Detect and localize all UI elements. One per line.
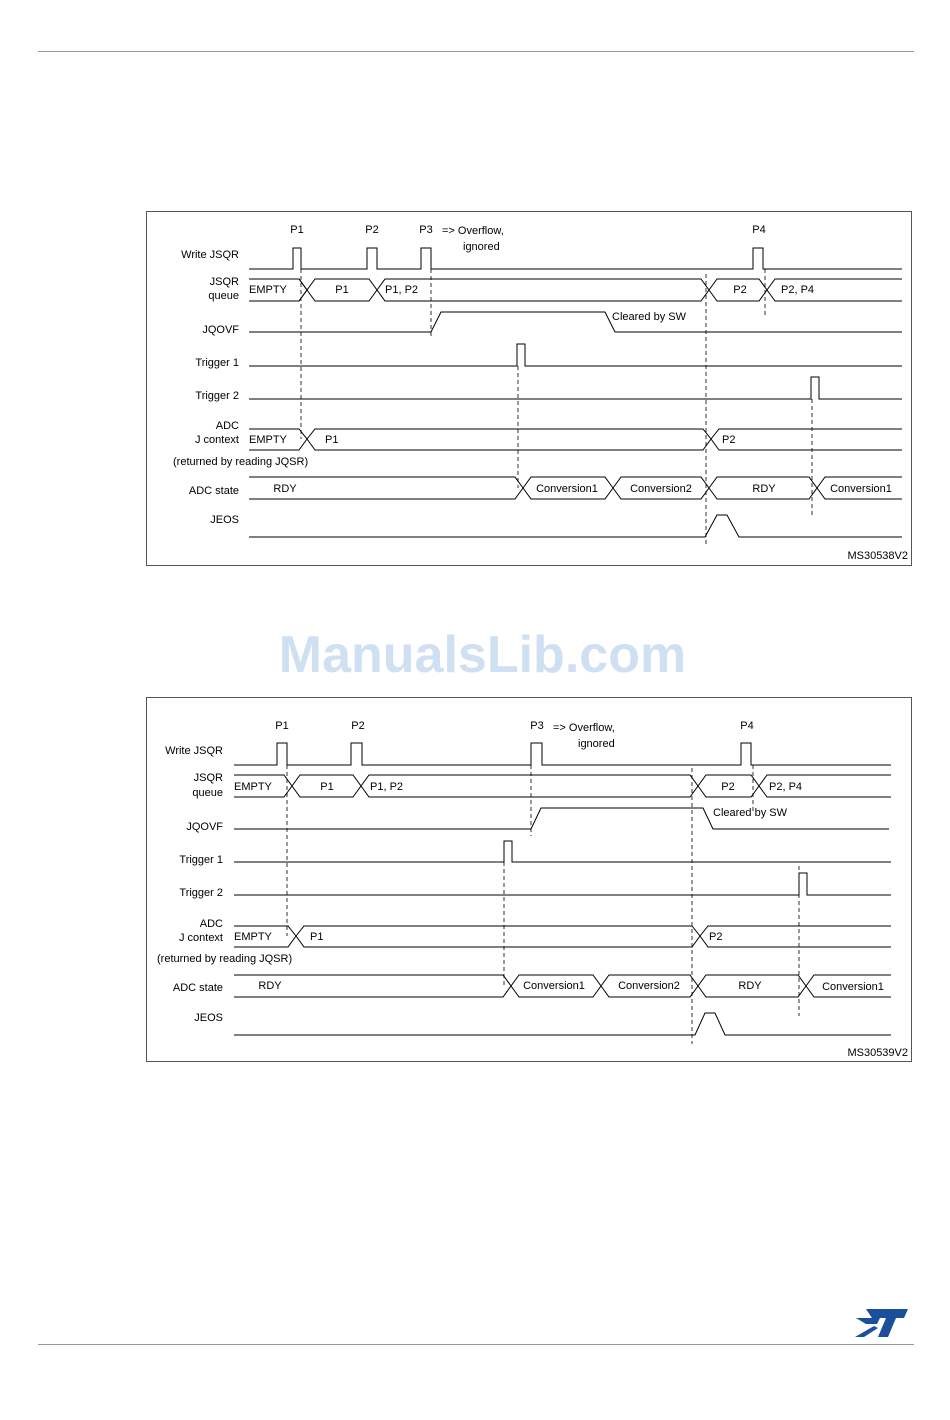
trigger1-waveform xyxy=(249,344,902,366)
jqovf-waveform xyxy=(249,312,902,332)
overflow-note-line2: ignored xyxy=(578,738,615,750)
signal-trigger2: Trigger 2 xyxy=(195,390,239,402)
pulse-p4: P4 xyxy=(752,224,766,236)
queue-state: P1, P2 xyxy=(385,284,419,296)
signal-adc-state: ADC state xyxy=(172,982,223,994)
context-state: EMPTY xyxy=(249,434,287,446)
header-rule xyxy=(38,51,914,52)
queue-state: EMPTY xyxy=(234,781,272,793)
context-state: EMPTY xyxy=(234,931,272,943)
trigger2-waveform xyxy=(249,377,902,399)
signal-adc-line3: (returned by reading JQSR) xyxy=(157,953,293,965)
signal-trigger2: Trigger 2 xyxy=(179,887,223,899)
signal-adc-line3: (returned by reading JQSR) xyxy=(173,456,309,468)
timing-diagram-1 xyxy=(146,211,912,566)
queue-state: EMPTY xyxy=(249,284,287,296)
trigger2-waveform xyxy=(234,873,891,895)
cleared-note: Cleared by SW xyxy=(612,311,686,323)
jeos-waveform xyxy=(234,1013,891,1035)
queue-state: P2 xyxy=(721,781,735,793)
write-jsqr-waveform xyxy=(249,248,902,269)
watermark: ManualsLib.com xyxy=(278,626,687,684)
context-state: P2 xyxy=(709,931,723,943)
cleared-note: Cleared by SW xyxy=(713,807,787,819)
context-state: P2 xyxy=(722,434,736,446)
write-jsqr-waveform xyxy=(234,743,891,765)
queue-state: P1 xyxy=(320,781,334,793)
queue-state: P2 xyxy=(733,284,747,296)
adc-state-value: RDY xyxy=(738,980,762,992)
adc-state-value: Conversion1 xyxy=(830,483,892,495)
pulse-p4: P4 xyxy=(740,720,754,732)
queue-state: P2, P4 xyxy=(781,284,815,296)
signal-jqovf: JQOVF xyxy=(202,324,239,336)
figure-id: MS30538V2 xyxy=(847,550,908,562)
timing-diagram-2 xyxy=(146,697,912,1062)
adc-state-value: Conversion1 xyxy=(523,980,585,992)
pulse-p3: P3 xyxy=(530,720,544,732)
signal-jqovf: JQOVF xyxy=(186,821,223,833)
st-logo xyxy=(852,1306,910,1342)
timing-diagram-1-canvas xyxy=(147,212,913,567)
signal-jeos: JEOS xyxy=(194,1012,223,1024)
signal-jsqr-queue-line1: JSQR xyxy=(209,276,239,288)
context-state: P1 xyxy=(325,434,339,446)
signal-adc-line1: ADC xyxy=(215,420,239,432)
signal-trigger1: Trigger 1 xyxy=(179,854,223,866)
dashed-markers-1 xyxy=(301,269,815,547)
signal-write-jsqr: Write JSQR xyxy=(165,745,223,757)
context-state: P1 xyxy=(310,931,324,943)
trigger1-waveform xyxy=(234,841,891,862)
signal-jeos: JEOS xyxy=(210,514,239,526)
footer-rule xyxy=(38,1344,914,1345)
overflow-note-line1: => Overflow, xyxy=(442,225,504,237)
adc-state-value: RDY xyxy=(258,980,282,992)
signal-jsqr-queue-line2: queue xyxy=(192,787,223,799)
pulse-p1: P1 xyxy=(290,224,304,236)
jeos-waveform xyxy=(249,515,902,537)
adc-state-value: Conversion1 xyxy=(536,483,598,495)
st-logo-mark xyxy=(855,1309,908,1337)
pulse-p3: P3 xyxy=(419,224,433,236)
signal-write-jsqr: Write JSQR xyxy=(181,249,239,261)
signal-adc-state: ADC state xyxy=(188,485,239,497)
pulse-p1: P1 xyxy=(275,720,289,732)
jqovf-waveform xyxy=(234,808,889,829)
signal-jsqr-queue-line2: queue xyxy=(208,290,239,302)
adc-state-value: Conversion1 xyxy=(822,981,884,993)
signal-adc-line2: J context xyxy=(194,434,239,446)
signal-adc-line2: J context xyxy=(178,932,223,944)
queue-state: P2, P4 xyxy=(769,781,803,793)
signal-adc-line1: ADC xyxy=(199,918,223,930)
adc-state-value: Conversion2 xyxy=(630,483,692,495)
overflow-note-line1: => Overflow, xyxy=(553,722,615,734)
adc-state-value: Conversion2 xyxy=(618,980,680,992)
queue-state: P1 xyxy=(335,284,349,296)
adc-state-value: RDY xyxy=(273,483,297,495)
queue-state: P1, P2 xyxy=(370,781,404,793)
adc-jcontext-bus xyxy=(249,429,902,450)
adc-state-value: RDY xyxy=(752,483,776,495)
adc-jcontext-bus xyxy=(234,926,891,947)
pulse-p2: P2 xyxy=(365,224,379,236)
signal-jsqr-queue-line1: JSQR xyxy=(193,772,223,784)
timing-diagram-2-canvas xyxy=(147,698,913,1063)
figure-id: MS30539V2 xyxy=(847,1047,908,1059)
overflow-note-line2: ignored xyxy=(463,241,500,253)
signal-trigger1: Trigger 1 xyxy=(195,357,239,369)
pulse-p2: P2 xyxy=(351,720,365,732)
